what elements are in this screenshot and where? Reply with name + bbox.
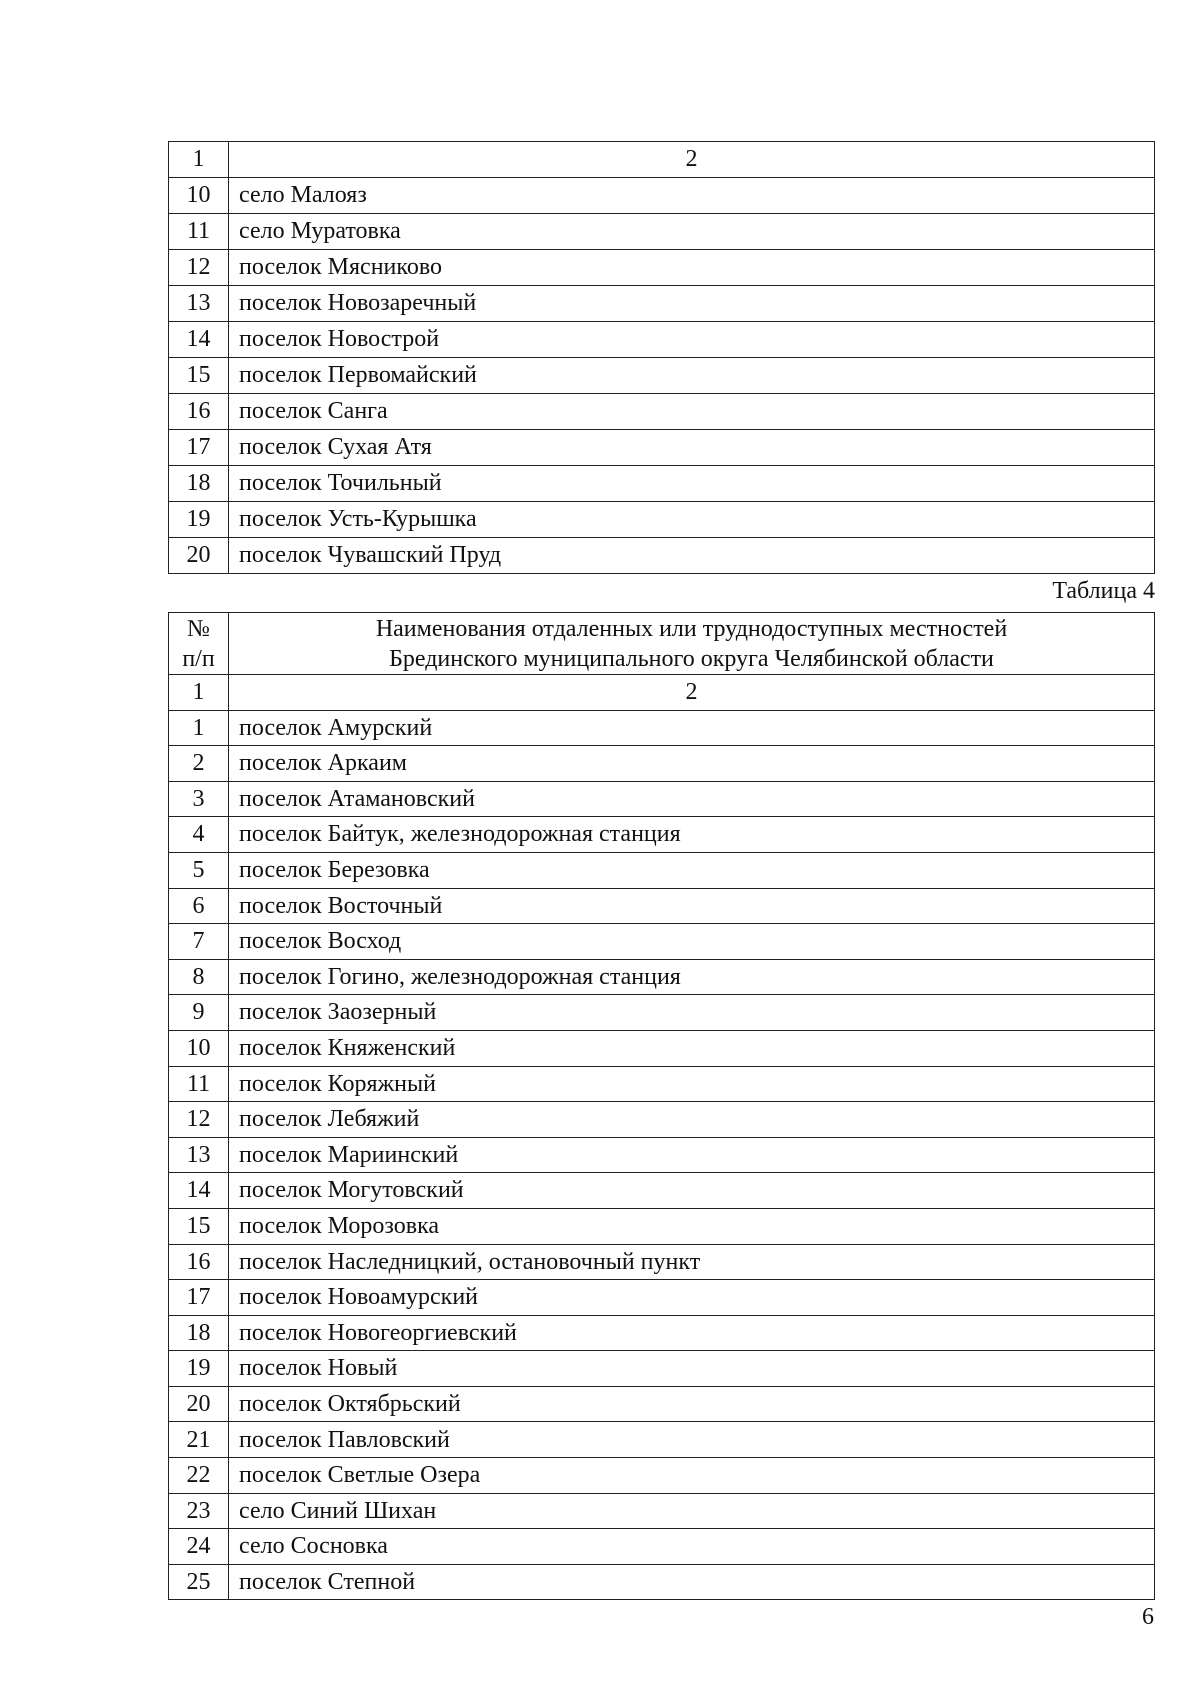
number-header-line-2: п/п bbox=[182, 645, 215, 672]
table-row bbox=[169, 430, 1155, 466]
locality-name: поселок Коряжный bbox=[229, 1066, 1155, 1102]
locality-name: поселок Новозаречный bbox=[229, 286, 1155, 322]
table-row bbox=[169, 817, 1155, 853]
locality-table-continued-body bbox=[169, 142, 1155, 574]
locality-name: поселок Заозерный bbox=[229, 995, 1155, 1031]
row-number: 3 bbox=[169, 781, 229, 817]
locality-name: поселок Новострой bbox=[229, 322, 1155, 358]
table-row bbox=[169, 178, 1155, 214]
row-number: 5 bbox=[169, 852, 229, 888]
row-number: 8 bbox=[169, 959, 229, 995]
row-number: 21 bbox=[169, 1422, 229, 1458]
locality-name: поселок Княженский bbox=[229, 1030, 1155, 1066]
locality-name: поселок Аркаим bbox=[229, 746, 1155, 782]
locality-name: поселок Санга bbox=[229, 394, 1155, 430]
row-number: 9 bbox=[169, 995, 229, 1031]
table-row bbox=[169, 358, 1155, 394]
locality-name: село Муратовка bbox=[229, 214, 1155, 250]
row-number: 10 bbox=[169, 1030, 229, 1066]
locality-name: поселок Точильный bbox=[229, 466, 1155, 502]
locality-name: поселок Новый bbox=[229, 1351, 1155, 1387]
table-row bbox=[169, 286, 1155, 322]
locality-name: поселок Гогино, железнодорожная станция bbox=[229, 959, 1155, 995]
row-number: 12 bbox=[169, 1102, 229, 1138]
table-row bbox=[169, 781, 1155, 817]
row-number: 25 bbox=[169, 1564, 229, 1600]
column-index-1: 1 bbox=[169, 142, 229, 178]
number-column-header bbox=[169, 613, 229, 675]
row-number: 4 bbox=[169, 817, 229, 853]
row-number: 15 bbox=[169, 1208, 229, 1244]
row-number: 13 bbox=[169, 1137, 229, 1173]
row-number: 19 bbox=[169, 502, 229, 538]
row-number: 19 bbox=[169, 1351, 229, 1387]
table-row bbox=[169, 250, 1155, 286]
locality-name: село Синий Шихан bbox=[229, 1493, 1155, 1529]
locality-name: поселок Восход bbox=[229, 924, 1155, 960]
row-number: 13 bbox=[169, 286, 229, 322]
table-row bbox=[169, 1564, 1155, 1600]
table-row bbox=[169, 1280, 1155, 1316]
locality-name: поселок Амурский bbox=[229, 710, 1155, 746]
row-number: 17 bbox=[169, 1280, 229, 1316]
row-number: 20 bbox=[169, 1386, 229, 1422]
row-number: 6 bbox=[169, 888, 229, 924]
table-row bbox=[169, 502, 1155, 538]
locality-name: поселок Чувашский Пруд bbox=[229, 538, 1155, 574]
locality-name: поселок Атамановский bbox=[229, 781, 1155, 817]
locality-name: поселок Восточный bbox=[229, 888, 1155, 924]
table-4-header-row bbox=[169, 613, 1155, 675]
row-number: 18 bbox=[169, 466, 229, 502]
row-number: 11 bbox=[169, 214, 229, 250]
locality-name: поселок Усть-Курышка bbox=[229, 502, 1155, 538]
row-number: 22 bbox=[169, 1458, 229, 1494]
row-number: 16 bbox=[169, 394, 229, 430]
table-row bbox=[169, 394, 1155, 430]
column-index-1: 1 bbox=[169, 675, 229, 711]
table-row bbox=[169, 1137, 1155, 1173]
page-number: 6 bbox=[1142, 1604, 1154, 1630]
table-row bbox=[169, 852, 1155, 888]
row-number: 14 bbox=[169, 1173, 229, 1209]
name-column-header bbox=[229, 613, 1155, 675]
column-index-row bbox=[169, 142, 1155, 178]
table-row bbox=[169, 710, 1155, 746]
table-row bbox=[169, 1422, 1155, 1458]
locality-table-continued bbox=[168, 141, 1155, 574]
table-row bbox=[169, 1030, 1155, 1066]
table-4-remote-localities bbox=[168, 612, 1155, 1600]
row-number: 14 bbox=[169, 322, 229, 358]
table-row bbox=[169, 1493, 1155, 1529]
locality-name: поселок Могутовский bbox=[229, 1173, 1155, 1209]
table-row bbox=[169, 1458, 1155, 1494]
row-number: 16 bbox=[169, 1244, 229, 1280]
table-row bbox=[169, 214, 1155, 250]
locality-name: поселок Новоамурский bbox=[229, 1280, 1155, 1316]
number-header-line-1: № bbox=[187, 615, 210, 642]
table-row bbox=[169, 1529, 1155, 1565]
row-number: 10 bbox=[169, 178, 229, 214]
locality-name: поселок Березовка bbox=[229, 852, 1155, 888]
column-index-row bbox=[169, 675, 1155, 711]
locality-name: поселок Новогеоргиевский bbox=[229, 1315, 1155, 1351]
table-4-body bbox=[169, 613, 1155, 1600]
table-row bbox=[169, 1244, 1155, 1280]
locality-name: поселок Степной bbox=[229, 1564, 1155, 1600]
locality-name: поселок Мариинский bbox=[229, 1137, 1155, 1173]
table-row bbox=[169, 924, 1155, 960]
locality-name: поселок Светлые Озера bbox=[229, 1458, 1155, 1494]
column-index-2: 2 bbox=[229, 675, 1155, 711]
table-row bbox=[169, 1315, 1155, 1351]
table-row bbox=[169, 1173, 1155, 1209]
table-row bbox=[169, 959, 1155, 995]
locality-name: поселок Первомайский bbox=[229, 358, 1155, 394]
table-row bbox=[169, 1066, 1155, 1102]
table-row bbox=[169, 1208, 1155, 1244]
row-number: 18 bbox=[169, 1315, 229, 1351]
name-header-line-2: Брединского муниципального округа Челябинской области bbox=[389, 645, 994, 672]
locality-name: село Сосновка bbox=[229, 1529, 1155, 1565]
row-number: 23 bbox=[169, 1493, 229, 1529]
row-number: 15 bbox=[169, 358, 229, 394]
row-number: 24 bbox=[169, 1529, 229, 1565]
row-number: 12 bbox=[169, 250, 229, 286]
table-row bbox=[169, 538, 1155, 574]
row-number: 2 bbox=[169, 746, 229, 782]
table-row bbox=[169, 888, 1155, 924]
locality-name: село Малояз bbox=[229, 178, 1155, 214]
table-row bbox=[169, 322, 1155, 358]
row-number: 17 bbox=[169, 430, 229, 466]
table-row bbox=[169, 1351, 1155, 1387]
name-header-line-1: Наименования отдаленных или труднодоступных местностей bbox=[375, 615, 1008, 642]
locality-name: поселок Мясниково bbox=[229, 250, 1155, 286]
table-row bbox=[169, 995, 1155, 1031]
locality-name: поселок Наследницкий, остановочный пункт bbox=[229, 1244, 1155, 1280]
table-row bbox=[169, 1102, 1155, 1138]
row-number: 20 bbox=[169, 538, 229, 574]
locality-name: поселок Сухая Атя bbox=[229, 430, 1155, 466]
row-number: 11 bbox=[169, 1066, 229, 1102]
locality-name: поселок Морозовка bbox=[229, 1208, 1155, 1244]
row-number: 1 bbox=[169, 710, 229, 746]
locality-name: поселок Павловский bbox=[229, 1422, 1155, 1458]
table-row bbox=[169, 1386, 1155, 1422]
locality-name: поселок Октябрьский bbox=[229, 1386, 1155, 1422]
table-row bbox=[169, 466, 1155, 502]
column-index-2: 2 bbox=[229, 142, 1155, 178]
row-number: 7 bbox=[169, 924, 229, 960]
table-4-caption: Таблица 4 bbox=[1052, 578, 1155, 604]
table-row bbox=[169, 746, 1155, 782]
locality-name: поселок Байтук, железнодорожная станция bbox=[229, 817, 1155, 853]
locality-name: поселок Лебяжий bbox=[229, 1102, 1155, 1138]
